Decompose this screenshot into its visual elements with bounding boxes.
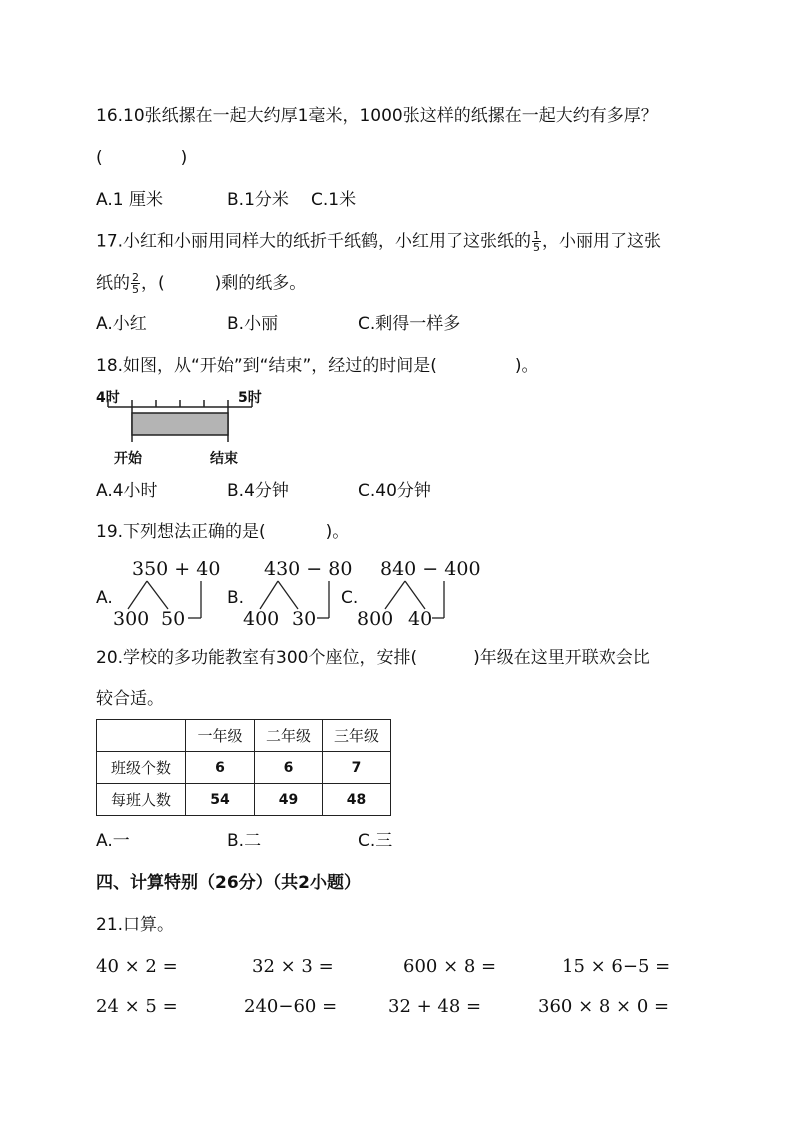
q21-expr-1: 40 × 2 = xyxy=(96,956,178,977)
q18-text-a: 18.如图，从“开始”到“结束”，经过的时间是( xyxy=(96,356,437,376)
q18-text-b: )。 xyxy=(514,356,539,376)
q19-text-b: )。 xyxy=(325,522,350,542)
q21-expr-4: 15 × 6−5 = xyxy=(562,956,671,977)
q17-text-a: 17.小红和小丽用同样大的纸折千纸鹤，小红用了这张纸的 xyxy=(96,231,532,252)
table-header-cell xyxy=(97,720,186,752)
fraction-denominator: 5 xyxy=(132,283,139,296)
fraction-denominator: 5 xyxy=(533,241,541,254)
q19-a-left-part: 300 xyxy=(113,608,150,630)
paren-close: ) xyxy=(180,148,188,168)
q21-expr-2: 32 × 3 = xyxy=(252,956,334,977)
q19-c-right-part: 40 xyxy=(408,608,433,630)
class-size-table xyxy=(96,719,391,816)
q20-stem-line1 xyxy=(96,648,650,668)
table-row-label: 每班人数 xyxy=(97,784,186,816)
fraction-numerator: 2 xyxy=(132,271,139,284)
q17-fraction-1 xyxy=(532,230,541,253)
q19-a-right-part: 50 xyxy=(161,608,186,630)
q21-expr-8: 360 × 8 × 0 = xyxy=(538,996,670,1017)
table-cell: 49 xyxy=(255,784,323,816)
table-header-cell: 二年级 xyxy=(255,720,323,752)
timeline-start-hour: 4时 xyxy=(96,390,120,406)
table-cell: 54 xyxy=(186,784,255,816)
q19-a-expression: 350 + 40 xyxy=(132,558,221,580)
q21-expr-7: 32 + 48 = xyxy=(388,996,482,1017)
q17-text-e: )剩的纸多。 xyxy=(214,273,307,294)
q18-stem xyxy=(96,356,539,376)
q19-b-letter: B. xyxy=(227,588,245,608)
q19-a-letter: A. xyxy=(96,588,113,608)
q17-fraction-2 xyxy=(131,272,140,295)
q16-option-c: C.1米 xyxy=(311,190,357,210)
q18-option-c: C.40分钟 xyxy=(358,481,431,501)
q20-stem-line2: 较合适。 xyxy=(96,689,164,709)
timeline-start-label: 开始 xyxy=(114,451,142,467)
q18-option-b: B.4分钟 xyxy=(227,481,289,501)
q16-answer-paren xyxy=(96,148,187,168)
q20-option-b: B.二 xyxy=(227,831,262,851)
q17-text-b: ，小丽用了这张 xyxy=(542,231,662,252)
q17-option-a: A.小红 xyxy=(96,314,147,334)
time-timeline-diagram xyxy=(100,400,260,450)
q17-stem-line2 xyxy=(96,272,306,295)
q17-text-d: ，( xyxy=(141,273,165,294)
q17-text-c: 纸的 xyxy=(96,273,130,294)
q21-expr-5: 24 × 5 = xyxy=(96,996,178,1017)
table-row xyxy=(97,752,391,784)
q17-option-c: C.剩得一样多 xyxy=(358,314,461,334)
fraction-numerator: 1 xyxy=(533,229,541,242)
q20-option-c: C.三 xyxy=(358,831,393,851)
q19-c-left-part: 800 xyxy=(357,608,394,630)
q20-text-b: )年级在这里开联欢会比 xyxy=(473,648,650,668)
table-cell: 7 xyxy=(323,752,391,784)
q17-option-b: B.小丽 xyxy=(227,314,279,334)
timeline-end-hour: 5时 xyxy=(238,390,262,406)
q19-text-a: 19.下列想法正确的是( xyxy=(96,522,266,542)
table-header-cell: 一年级 xyxy=(186,720,255,752)
q19-b-right-part: 30 xyxy=(292,608,317,630)
q21-expr-3: 600 × 8 = xyxy=(403,956,497,977)
q19-c-letter: C. xyxy=(341,588,359,608)
table-header-cell: 三年级 xyxy=(323,720,391,752)
table-cell: 6 xyxy=(186,752,255,784)
table-cell: 48 xyxy=(323,784,391,816)
q16-stem: 16.10张纸摞在一起大约厚1毫米，1000张这样的纸摞在一起大约有多厚？ xyxy=(96,106,658,126)
table-row-label: 班级个数 xyxy=(97,752,186,784)
q21-expr-6: 240−60 = xyxy=(244,996,338,1017)
table-header-row xyxy=(97,720,391,752)
section-4-heading: 四、计算特别（26分）（共2小题） xyxy=(96,873,361,893)
q19-c-expression: 840 − 400 xyxy=(380,558,481,580)
table-cell: 6 xyxy=(255,752,323,784)
q19-b-expression: 430 − 80 xyxy=(264,558,353,580)
timeline-end-label: 结束 xyxy=(210,451,238,467)
q16-option-a: A.1 厘米 xyxy=(96,190,163,210)
q21-stem: 21.口算。 xyxy=(96,915,175,935)
q16-option-b: B.1分米 xyxy=(227,190,289,210)
q19-stem xyxy=(96,522,349,542)
q20-option-a: A.一 xyxy=(96,831,130,851)
q18-option-a: A.4小时 xyxy=(96,481,158,501)
q19-b-left-part: 400 xyxy=(243,608,280,630)
paren-open: ( xyxy=(96,148,103,168)
table-row xyxy=(97,784,391,816)
q17-stem-line1 xyxy=(96,230,661,253)
q20-text-a: 20.学校的多功能教室有300个座位，安排( xyxy=(96,648,418,668)
